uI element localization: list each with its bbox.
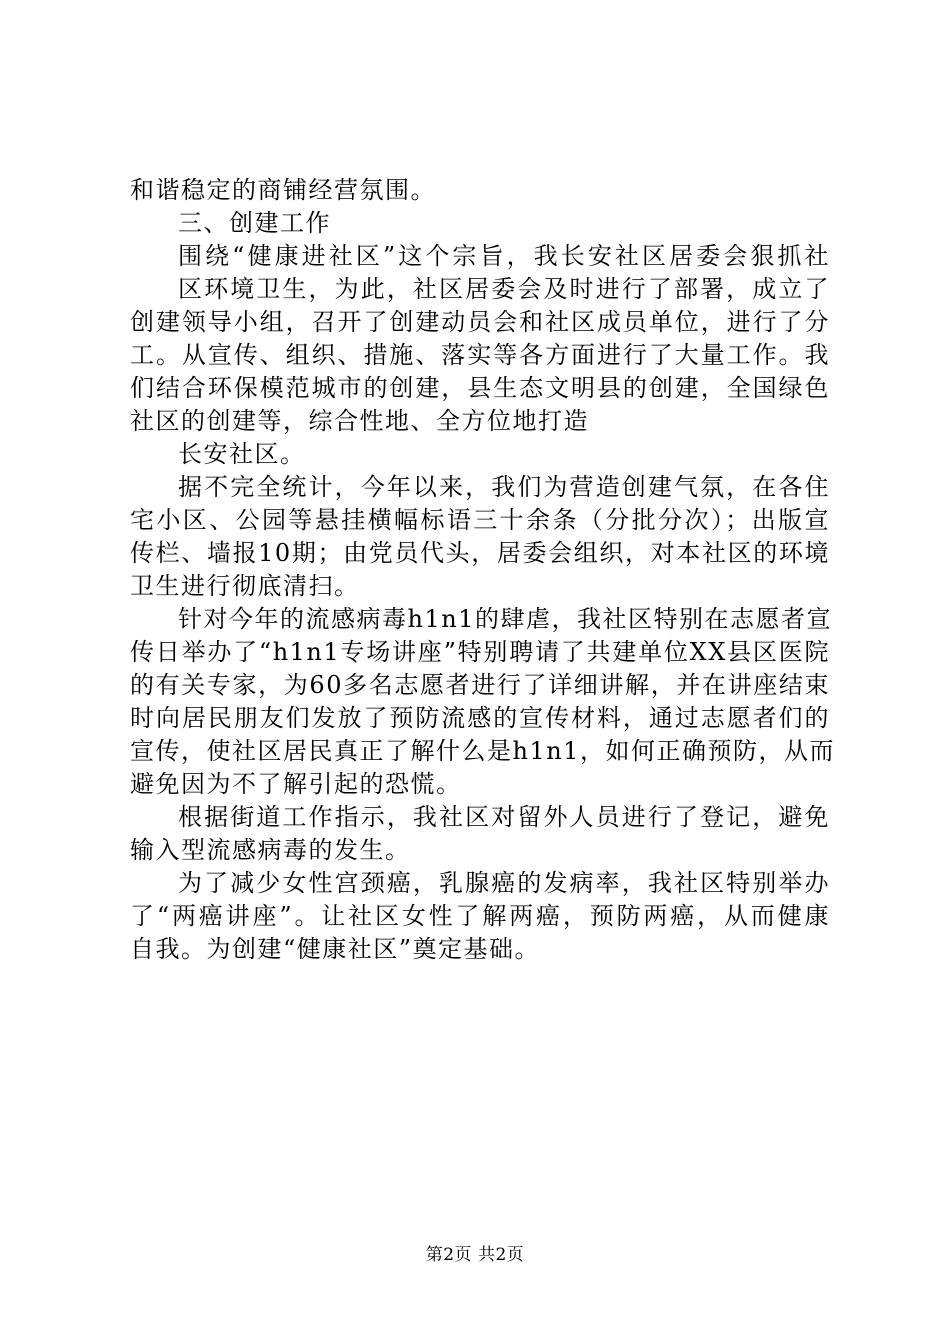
text-line: 围绕“健康进社区”这个宗旨，我长安社区居委会狠抓社 bbox=[178, 242, 830, 270]
text-line: 为了减少女性宫颈癌，乳腺癌的发病率，我社区特别举办 bbox=[178, 869, 830, 897]
text-line: 自我。为创建“健康社区”奠定基础。 bbox=[130, 935, 541, 963]
text-line: 避免因为不了解引起的恐慌。 bbox=[130, 770, 462, 798]
text-line: 区环境卫生，为此，社区居委会及时进行了部署，成立了 bbox=[178, 275, 830, 303]
text-line: 宅小区、公园等悬挂横幅标语三十余条（分批分次）；出版宣 bbox=[130, 506, 830, 534]
text-line: 创建领导小组，召开了创建动员会和社区成员单位，进行了分 bbox=[130, 308, 830, 336]
text-line: 工。从宣传、组织、措施、落实等各方面进行了大量工作。我 bbox=[130, 341, 830, 369]
text-line: 传日举办了“h1n1专场讲座”特别聘请了共建单位XX县区医院 bbox=[130, 638, 830, 666]
text-line: 和谐稳定的商铺经营氛围。 bbox=[130, 176, 436, 204]
text-line: 了“两癌讲座”。让社区女性了解两癌，预防两癌，从而健康 bbox=[130, 902, 830, 930]
text-line: 针对今年的流感病毒h1n1的肆虐，我社区特别在志愿者宣 bbox=[178, 605, 832, 633]
text-line: 卫生进行彻底清扫。 bbox=[130, 572, 360, 600]
section-heading: 三、创建工作 bbox=[178, 209, 331, 237]
text-line: 长安社区。 bbox=[178, 440, 306, 468]
text-line: 输入型流感病毒的发生。 bbox=[130, 836, 411, 864]
document-body bbox=[130, 174, 835, 966]
text-line: 们结合环保模范城市的创建，县生态文明县的创建，全国绿色 bbox=[130, 374, 830, 402]
text-line: 传栏、墙报10期；由党员代头，居委会组织，对本社区的环境 bbox=[130, 539, 830, 567]
text-line: 社区的创建等，综合性地、全方位地打造 bbox=[130, 407, 589, 435]
text-line: 时向居民朋友们发放了预防流感的宣传材料，通过志愿者们的 bbox=[130, 704, 830, 732]
page-number-footer: 第2页 共2页 bbox=[425, 1245, 525, 1265]
text-line: 宣传，使社区居民真正了解什么是h1n1，如何正确预防，从而 bbox=[130, 737, 835, 765]
text-line: 据不完全统计，今年以来，我们为营造创建气氛，在各住 bbox=[178, 473, 830, 501]
text-line: 根据街道工作指示，我社区对留外人员进行了登记，避免 bbox=[178, 803, 830, 831]
text-line: 的有关专家，为60多名志愿者进行了详细讲解，并在讲座结束 bbox=[130, 671, 830, 699]
